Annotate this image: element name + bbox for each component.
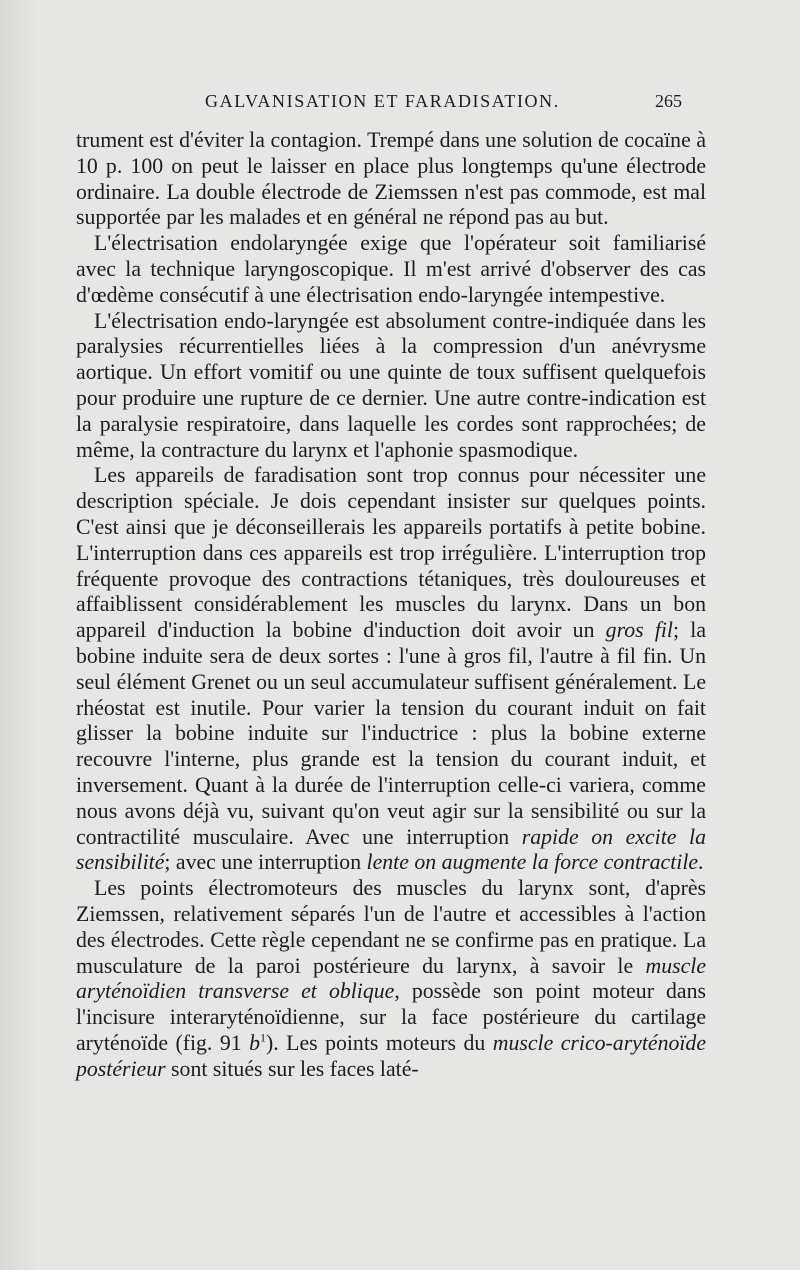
paragraph-5-text-1: Les points électromoteurs des muscles du larynx sont, d'après Ziemssen, relativement séparés l'un de l'autre et accessibles à l'action des électrodes. Cette règle cependant ne se confirme pas en pratique. La musculature de la paroi postérieure du larynx, à savoir le (76, 876, 706, 978)
paragraph-4-italic-2: rapide on excite la sensibilité (76, 824, 706, 875)
paragraph-4-text-4: . (698, 850, 704, 875)
paragraph-4 (76, 463, 706, 876)
paragraph-4-text-1: Les appareils de faradisation sont trop connus pour nécessiter une description spéciale. Je dois cependant insister sur quelques points. C'est ainsi que je déconseillerais les appareils portatifs à petite bobine. L'interruption dans ces appareils est trop irrégulière. L'interruption trop fréquente provoque des contractions tétaniques, très douloureuses et affaiblissent considérablement les muscles du larynx. Dans un bon appareil d'induction la bobine d'induction doit avoir un (76, 463, 706, 643)
paragraph-4-text-2: ; la bobine induite sera de deux sortes : l'une à gros fil, l'autre à fil fin. Un seul élément Grenet ou un seul accumulateur suffisent généralement. Le rhéostat est inutile. Pour varier la tension du courant induit on fait glisser la bobine induite sur l'inductrice : plus la bobine externe recouvre l'interne, plus grande est la tension du courant induit, et inversement. Quant à la durée de l'interruption celle-ci variera, comme nous avons déjà vu, suivant qu'on veut agir sur la sensibilité ou sur la contractilité musculaire. Avec une interruption (76, 618, 706, 849)
paragraph-3: L'électrisation endo-laryngée est absolument contre-indiquée dans les paralysies récurrentielles liées à la compression d'un anévrysme aortique. Un effort vomitif ou une quinte de toux suffisent quelquefois pour produire une rupture de ce dernier. Une autre contre-indication est la paralysie respiratoire, dans laquelle les cordes sont rapprochées; de même, la contracture du larynx et l'aphonie spasmodique. (76, 308, 706, 462)
paragraph-5-italic-3: muscle crico-aryténoïde postérieur (76, 1030, 707, 1081)
page-shadow (0, 0, 40, 1270)
paragraph-2: L'électrisation endolaryngée exige que l'opérateur soit familiarisé avec la technique laryngoscopique. Il m'est arrivé d'observer des cas d'œdème consécutif à une électrisation endo-laryngée intempestive. (76, 231, 706, 307)
running-title: GALVANISATION ET FARADISATION. (205, 91, 560, 111)
paragraph-5-text-4: sont situés sur les faces laté- (165, 1056, 419, 1081)
paragraph-5-superscript: 1 (259, 1030, 266, 1045)
body-text (76, 128, 706, 1082)
paragraph-4-italic-1: gros fil (605, 618, 673, 643)
paragraph-4-text-3: ; avec une interruption (164, 850, 367, 875)
paragraph-1: trument est d'éviter la contagion. Trempé dans une solution de cocaïne à 10 p. 100 on peut le laisser en place plus longtemps qu'une électrode ordinaire. La double électrode de Ziemssen n'est pas commode, est mal supportée par les malades et en général ne répond pas au but. (76, 128, 706, 230)
paragraph-5-text-3: ). Les points moteurs du (265, 1030, 493, 1055)
page-header (0, 91, 800, 117)
paragraph-5 (76, 876, 706, 1082)
paragraph-5-italic-1: muscle aryténoïdien transverse et oblique (76, 953, 706, 1004)
page-number: 265 (655, 91, 682, 111)
paragraph-5-italic-2: b (249, 1030, 260, 1055)
paragraph-5-text-2: , possède son point moteur dans l'incisure interaryténoïdienne, sur la face postérieure du cartilage aryténoïde (fig. 91 (76, 979, 706, 1055)
paragraph-4-italic-3: lente on augmente la force contractile (366, 850, 699, 875)
